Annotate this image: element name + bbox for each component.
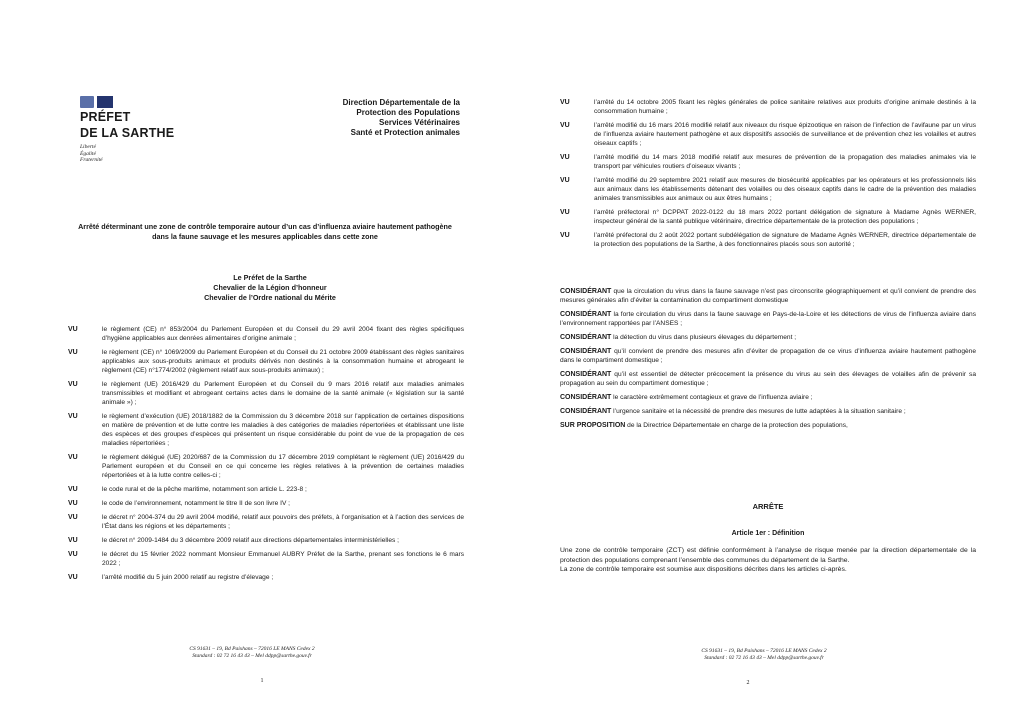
- vu-label: VU: [560, 154, 570, 161]
- considerant-item: [560, 393, 976, 402]
- vu-label: VU: [68, 413, 78, 420]
- document-title: Arrêté déterminant une zone de contrôle temporaire autour d’un cas d’influenza aviaire hautement pathogène dans la faune sauvage et les mesures applicables dans cette zone: [78, 222, 452, 241]
- considerant-label: CONSIDÉRANT: [560, 408, 612, 415]
- vu-item: [560, 231, 976, 249]
- vu-list: [560, 98, 976, 254]
- vu-label: VU: [68, 381, 78, 388]
- vu-text: l’arrêté modifié du 5 juin 2000 relatif au registre d’élevage ;: [102, 574, 274, 581]
- vu-item: [68, 499, 464, 508]
- vu-item: [68, 513, 464, 531]
- vu-text: l’arrêté modifié du 14 mars 2018 modifié relatif aux mesures de prévention de la propagation des maladies animales via le transport par véhicules routiers d’oiseaux vivants ;: [594, 154, 976, 170]
- vu-label: VU: [560, 209, 570, 216]
- vu-label: VU: [68, 326, 78, 333]
- vu-item: [560, 121, 976, 148]
- considerant-label: SUR PROPOSITION: [560, 422, 626, 429]
- vu-text: l’arrêté modifié du 16 mars 2016 modifié relatif aux niveaux du risque épizootique en raison de l’infection de l’avifaune par un virus de l’influenza aviaire hautement pathogène et aux dispositifs associés de surveillance et de prévention chez les volailles et autres oiseaux captifs ;: [594, 122, 976, 147]
- prefet-identity: Le Préfet de la Sarthe Chevalier de la Légion d’honneur Chevalier de l’Ordre national du Mérite: [204, 273, 336, 302]
- considerant-label: CONSIDÉRANT: [560, 348, 612, 355]
- vu-text: le règlement (CE) n° 1069/2009 du Parlement Européen et du Conseil du 21 octobre 2009 établissant des règles sanitaires applicables aux sous-produits animaux et produits dérivés non destinés à la consommation humaine et abrogeant le règlement (CE) n°1774/2002 (règlement relatif aux sous-produits animaux) ;: [102, 349, 464, 374]
- republic-motto: Liberté Égalité Fraternité: [80, 144, 103, 163]
- footer-address: CS 91631 – 19, Bd Paixhans – 72016 LE MANS Cedex 2 Standard : 02 72 16 43 43 – Mel ddpp@sarthe.gouv.fr: [189, 646, 315, 659]
- vu-text: le règlement délégué (UE) 2020/687 de la Commission du 17 décembre 2019 complétant le règlement (UE) 2016/429 du Parlement européen et du Conseil en ce qui concerne les règles relatives à la prévention de certaines maladies répertoriées et à la lutte contre celles-ci ;: [102, 454, 464, 479]
- marianne-logo-icon: [80, 94, 190, 108]
- footer-address: CS 91631 – 19, Bd Paixhans – 72016 LE MANS Cedex 2 Standard : 02 72 16 43 43 – Mel ddpp@sarthe.gouv.fr: [701, 648, 827, 661]
- page-2: [512, 0, 1024, 724]
- vu-text: le règlement d’exécution (UE) 2018/1882 de la Commission du 3 décembre 2018 sur l’application de certaines dispositions en matière de prévention et de lutte contre les maladies à des catégories de maladies répertoriées et établissant une liste des espèces et des groupes d’espèces qui présentent un risque considérable du point de vue de la propagation de ces maladies répertoriées ;: [102, 413, 464, 447]
- logo-prefet: PRÉFET: [80, 110, 131, 124]
- considerant-label: CONSIDÉRANT: [560, 394, 612, 401]
- vu-item: [68, 412, 464, 448]
- arrete-heading: ARRÊTE: [752, 502, 784, 511]
- considerant-item: [560, 370, 976, 388]
- considerant-label: CONSIDÉRANT: [560, 311, 612, 318]
- vu-item: [560, 176, 976, 203]
- vu-text: l’arrêté du 14 octobre 2005 fixant les règles générales de police sanitaire relatives aux produits d’origine animale destinés à la consommation humaine ;: [594, 99, 976, 115]
- vu-item: [68, 380, 464, 407]
- considerant-item: [560, 347, 976, 365]
- considerant-label: CONSIDÉRANT: [560, 371, 612, 378]
- considerant-item: [560, 421, 976, 430]
- vu-label: VU: [68, 537, 78, 544]
- vu-label: VU: [68, 574, 78, 581]
- logo-department: DE LA SARTHE: [80, 126, 175, 140]
- vu-label: VU: [68, 486, 78, 493]
- vu-label: VU: [68, 551, 78, 558]
- direction-header: Direction Départementale de la Protection des Populations Services Vétérinaires Santé et Protection animales: [342, 98, 460, 137]
- vu-item: [68, 573, 464, 582]
- considerant-label: CONSIDÉRANT: [560, 334, 612, 341]
- vu-label: VU: [560, 177, 570, 184]
- vu-label: VU: [68, 514, 78, 521]
- vu-item: [560, 153, 976, 171]
- considerant-list: [560, 287, 976, 435]
- vu-item: [560, 208, 976, 226]
- vu-text: le règlement (UE) 2016/429 du Parlement Européen et du Conseil du 9 mars 2016 relatif aux maladies animales transmissibles et modifiant et abrogeant certains actes dans le domaine de la santé animale (« législation sur la santé animale ») ;: [102, 381, 464, 406]
- vu-label: VU: [560, 232, 570, 239]
- considerant-item: [560, 287, 976, 305]
- considerant-text: qu’il convient de prendre des mesures afin d’éviter de propagation de ce virus d’influenza aviaire hautement pathogène dans le compartiment domestique ;: [560, 348, 976, 364]
- considerant-item: [560, 310, 976, 328]
- vu-item: [68, 536, 464, 545]
- vu-text: le décret n° 2004-374 du 29 avril 2004 modifié, relatif aux pouvoirs des préfets, à l’organisation et à l’action des services de l’État dans les régions et les départements ;: [102, 514, 464, 530]
- vu-item: [68, 453, 464, 480]
- vu-label: VU: [560, 122, 570, 129]
- article-title: Article 1er : Définition: [731, 530, 805, 537]
- vu-text: le code de l’environnement, notamment le titre II de son livre IV ;: [102, 500, 291, 507]
- vu-label: VU: [68, 454, 78, 461]
- page-number: 2: [746, 680, 750, 686]
- vu-item: [68, 550, 464, 568]
- considerant-text: l’urgence sanitaire et la nécessité de prendre des mesures de lutte adaptées à la situation sanitaire ;: [611, 408, 906, 415]
- considerant-text: que la circulation du virus dans la faune sauvage n’est pas circonscrite géographiquement et qu’il convient de prendre des mesures générales afin d’éviter la contamination du compartiment domestique: [560, 288, 976, 304]
- considerant-text: la forte circulation du virus dans la faune sauvage en Pays-de-la-Loire et les détections de virus de l’influenza aviaire dans l’environnement rapportées par l’ANSES ;: [560, 311, 976, 327]
- vu-label: VU: [560, 99, 570, 106]
- vu-text: le décret n° 2009-1484 du 3 décembre 2009 relatif aux directions départementales interministérielles ;: [102, 537, 399, 544]
- considerant-item: [560, 333, 976, 342]
- vu-label: VU: [68, 349, 78, 356]
- vu-item: [68, 325, 464, 343]
- vu-text: le règlement (CE) n° 853/2004 du Parlement Européen et du Conseil du 29 avril 2004 fixant des règles spécifiques d’hygiène applicables aux denrées alimentaires d’origine animale ;: [102, 326, 464, 342]
- vu-text: l’arrêté préfectoral du 2 août 2022 portant subdélégation de signature de Madame Agnès WERNER, directrice départementale de la protection des populations de la Sarthe, à des fonctionnaires placés sous son autorité ;: [594, 232, 976, 248]
- vu-list: [68, 325, 464, 587]
- considerant-label: CONSIDÉRANT: [560, 288, 612, 295]
- considerant-text: qu’il est essentiel de détecter précocement la présence du virus au sein des élevages de volailles afin de prévenir sa propagation au sein du compartiment domestique ;: [560, 371, 976, 387]
- page-number: 1: [260, 678, 264, 684]
- vu-item: [560, 98, 976, 116]
- vu-text: le code rural et de la pêche maritime, notamment son article L. 223-8 ;: [102, 486, 307, 493]
- vu-text: l’arrêté modifié du 29 septembre 2021 relatif aux mesures de biosécurité applicables par les opérateurs et les professionnels liés aux animaux dans les établissements détenant des volailles ou des oiseaux captifs dans le cadre de la prévention des maladies animales transmissibles aux animaux ou aux êtres humains ;: [594, 177, 976, 202]
- considerant-text: le caractère extrêmement contagieux et grave de l’influenza aviaire ;: [611, 394, 813, 401]
- vu-item: [68, 348, 464, 375]
- vu-text: l’arrêté préfectoral n° DCPPAT 2022-0122 du 18 mars 2022 portant délégation de signature à Madame Agnès WERNER, inspecteur général de la santé publique vétérinaire, directrice départementale de la protection des populations ;: [594, 209, 976, 225]
- article-body: Une zone de contrôle temporaire (ZCT) est définie conformément à l’analyse de risque menée par la direction départementale de la protection des populations comprenant l’ensemble des communes du département de la Sarthe. La zone de contrôle temporaire est soumise aux dispositions décrites dans les articles ci-après.: [560, 547, 976, 573]
- vu-text: le décret du 15 février 2022 nommant Monsieur Emmanuel AUBRY Préfet de la Sarthe, prenant ses fonctions le 6 mars 2022 ;: [102, 551, 464, 567]
- prefecture-logo: [80, 94, 190, 164]
- considerant-item: [560, 407, 976, 416]
- vu-item: [68, 485, 464, 494]
- considerant-text: la détection du virus dans plusieurs élevages du département ;: [611, 334, 797, 341]
- vu-label: VU: [68, 500, 78, 507]
- considerant-text: de la Directrice Départementale en charge de la protection des populations,: [625, 422, 848, 429]
